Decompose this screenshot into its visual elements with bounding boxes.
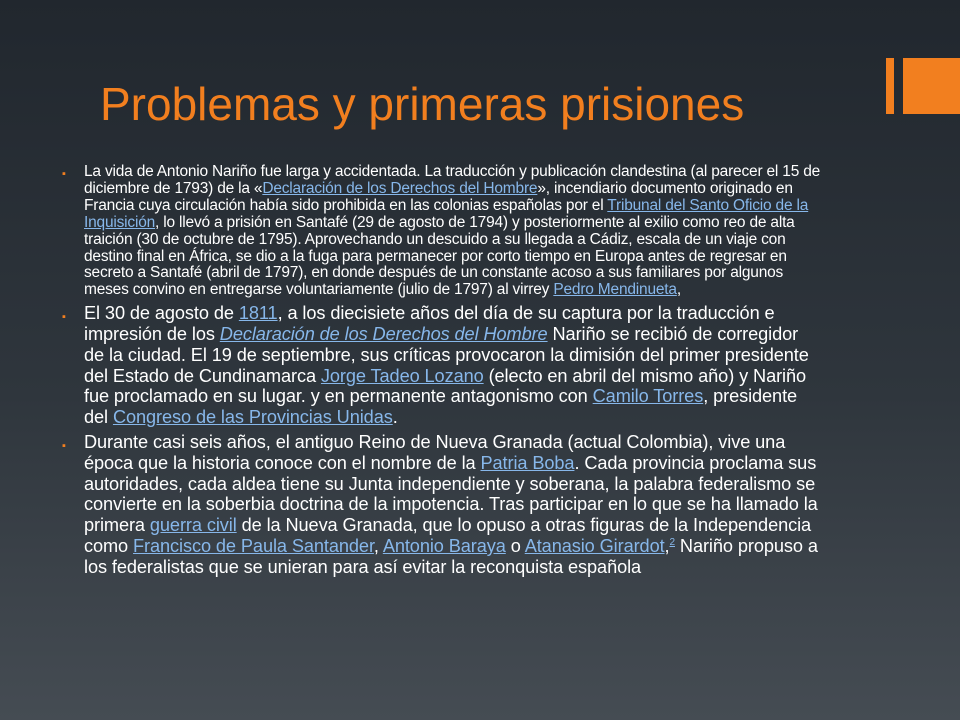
link-atanasio-girardot[interactable]: Atanasio Girardot (524, 536, 665, 557)
link-francisco-de-paula-santander[interactable]: Francisco de Paula Santander (133, 536, 374, 557)
bullet-text: , a los diecisiete años del día de su captura por la traducción e impresión de los (84, 303, 775, 345)
accent-bar-thin (886, 58, 894, 114)
bullet-text: Durante casi seis años, el antiguo Reino de Nueva Granada (actual Colombia), vive una época que la historia conoce con el nombre de la (84, 432, 786, 473)
link-declaracion-derechos-hombre[interactable]: Declaración de los Derechos del Hombre (219, 324, 548, 345)
link-tribunal-inquisicion[interactable]: Tribunal del Santo Oficio de la Inquisición (84, 196, 809, 231)
link-camilo-torres[interactable]: Camilo Torres (592, 386, 704, 407)
link-jorge-tadeo-lozano[interactable]: Jorge Tadeo Lozano (320, 365, 484, 386)
bullet-text: Nariño propuso a los federalistas que se unieran para así evitar la reconquista española (84, 536, 818, 577)
bullet-text: , (373, 536, 383, 557)
link-antonio-baraya[interactable]: Antonio Baraya (382, 536, 506, 557)
square-bullet-icon: ▪ (62, 440, 66, 453)
bullet-text: . (392, 407, 398, 428)
link-congreso-provincias-unidas[interactable]: Congreso de las Provincias Unidas (112, 407, 393, 428)
bullet-text: , (664, 536, 670, 557)
link-pedro-mendinueta[interactable]: Pedro Mendinueta (553, 281, 677, 299)
accent-bar-thick (903, 58, 960, 114)
slide-content (62, 164, 822, 578)
bullet-item (62, 432, 822, 578)
bullet-item (62, 303, 822, 428)
bullet-text: , presidente del (84, 386, 798, 428)
bullet-item (62, 164, 822, 299)
square-bullet-icon: ▪ (62, 168, 66, 180)
link-1811[interactable]: 1811 (238, 303, 278, 324)
slide-title: Problemas y primeras prisiones (100, 78, 745, 130)
bullet-text: Nariño se recibió de corregidor de la ciudad. El 19 de septiembre, sus críticas provocaron la dimisión del primer presidente del Estado de Cundinamarca (84, 324, 809, 386)
bullet-text: , (676, 281, 681, 299)
bullet-text: (electo en abril del mismo año) y Nariño fue proclamado en su lugar. y en permanente antagonismo con (84, 365, 807, 407)
bullet-text: de la Nueva Granada, que lo opuso a otras figuras de la Independencia como (84, 515, 812, 557)
bullet-text: , lo llevó a prisión en Santafé (29 de agosto de 1794) y posteriormente al exilio como reo de alta traición (30 de octubre de 1795). Aprovechando un descuido a su llegada a Cádiz, escala de un viaje con destino final en África, se dio a la fuga para permanecer por corto tiempo en Europa antes de regresar en secreto a Santafé (abril de 1797), en donde después de un constante acoso a sus familiares por algunos meses convino en entregarse voluntariamente (julio de 1797) al virrey (84, 213, 795, 299)
bullet-text: », incendiario documento originado en Francia cuya circulación había sido prohibida en las colonias españolas por el (84, 179, 793, 214)
link-patria-boba[interactable]: Patria Boba (480, 452, 575, 473)
footnote-link[interactable]: 2 (669, 536, 675, 548)
bullet-text: La vida de Antonio Nariño fue larga y accidentada. La traducción y publicación clandestina (al parecer el 15 de diciembre de 1793) de la « (84, 163, 821, 197)
bullet-text: . Cada provincia proclama sus autoridades, cada aldea tiene su Junta independiente y soberana, la palabra federalismo se convierte en la soberbia doctrina de la impotencia. Tras participar en lo que se ha llamado la primera (84, 452, 818, 536)
link-guerra-civil[interactable]: guerra civil (149, 515, 237, 536)
bullet-text: El 30 de agosto de (84, 303, 239, 324)
square-bullet-icon: ▪ (62, 311, 66, 324)
link-declaracion-derechos-hombre[interactable]: Declaración de los Derechos del Hombre (262, 179, 538, 197)
bullet-text: o (505, 536, 525, 557)
